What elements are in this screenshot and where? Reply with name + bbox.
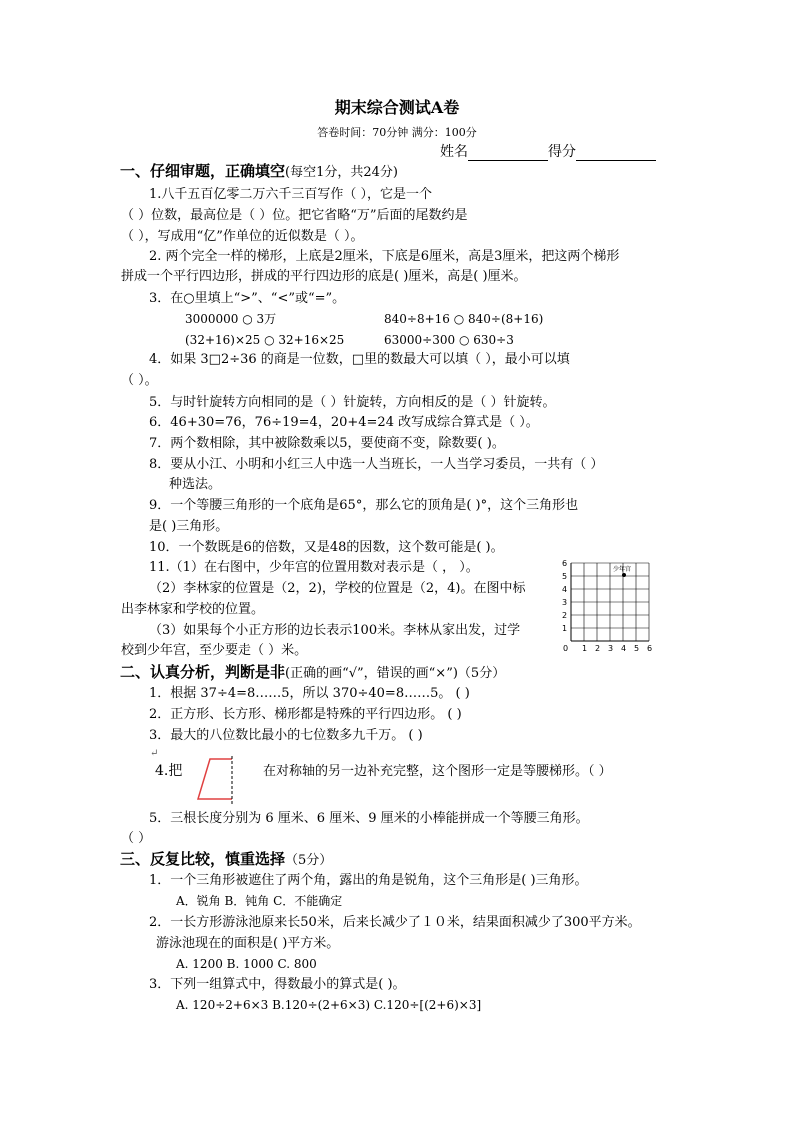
half-trapezoid-figure [196,756,242,804]
youth-palace-point [622,573,626,577]
q1-line2: （ ）位数，最高位是（ ）位。把它省略“万”后面的尾数约是 [121,208,468,223]
q1-line3: （ ），写成用“亿”作单位的近似数是（ ）。 [121,229,364,244]
judge-q3: 3．最大的八位数比最小的七位数多九千万。 ( ) [149,728,423,743]
q11-line5: 校到少年宫，至少要走（ ）米。 [121,643,308,658]
coordinate-grid [561,560,661,652]
q9-line1: 9．一个等腰三角形的一个底角是65°，那么它的顶角是( )°，这个三角形也 [149,498,579,513]
exam-info: 答卷时间：70分钟 满分：100分 [317,126,477,139]
section3-heading [120,851,332,869]
q11-line1: 11.（1）在右图中，少年宫的位置用数对表示是（ ， ）。 [149,560,479,575]
name-label: 姓名 [440,144,468,160]
section1-heading [120,163,398,181]
half-trapezoid-shape [198,759,232,799]
grid-y-ticks [562,560,567,633]
grid-x-tick: 5 [634,644,640,652]
grid-x-tick: 6 [647,644,653,652]
grid-y-tick: 5 [562,572,568,581]
judge-q5-line2: （ ） [121,831,152,846]
q9-line2: 是( )三角形。 [149,519,229,534]
choice-q3-options: A. 120÷2+6×3 B.120÷(2+6×3) C.120÷[(2+6)×3] [176,998,482,1012]
judge-q2: 2．正方形、长方形、梯形都是特殊的平行四边形。 ( ) [149,707,462,722]
q4-line2: （ ）。 [121,373,158,388]
section1-title: 一、仔细审题，正确填空 [120,162,286,180]
grid-y-tick: 4 [562,585,568,594]
page-title: 期末综合测试A卷 [334,98,460,117]
judge-q1: 1．根据 37÷4=8……5，所以 370÷40=8……5。 ( ) [149,686,470,701]
section2-heading [120,664,505,682]
score-label: 得分 [548,144,576,160]
grid-y-tick: 2 [562,611,568,620]
q2-line1: 2. 两个完全一样的梯形，上底是2厘米，下底是6厘米，高是3厘米，把这两个梯形 [149,249,620,264]
section2-title: 二、认真分析，判断是非 [120,663,286,681]
section1-note: (每空1分，共24分) [285,165,398,180]
choice-q1: 1．一个三角形被遮住了两个角，露出的角是锐角，这个三角形是( )三角形。 [149,873,588,888]
choice-q2-line1: 2．一长方形游泳池原来长50米，后来长减少了１０米，结果面积减少了300平方米。 [149,915,641,930]
q3-row2-left: (32+16)×25 ○ 32+16×25 [185,333,345,347]
choice-q2-options: A. 1200 B. 1000 C. 800 [176,957,317,971]
grid-y-tick: 3 [562,598,568,607]
grid-lines [571,563,649,641]
q8-line2: 种选法。 [169,477,222,492]
q2-line2: 拼成一个平行四边形，拼成的平行四边形的底是( )厘米，高是( )厘米。 [121,269,527,284]
section3-note: （5分） [285,853,333,868]
grid-y-tick: 6 [562,560,568,568]
grid-x-tick: 0 [563,644,569,652]
grid-x-tick: 4 [621,644,627,652]
score-blank[interactable] [576,147,656,161]
q11-line4: （3）如果每个小正方形的边长表示100米。李林从家出发，过学 [149,623,521,638]
q4-line1: 4．如果 3□2÷36 的商是一位数，□里的数最大可以填（ ），最小可以填 [149,352,570,367]
q1-line1: 1.八千五百亿零二万六千三百写作（ ），它是一个 [149,187,433,202]
q8-line1: 8．要从小江、小明和小红三人中选一人当班长，一人当学习委员，一共有（ ） [149,457,604,472]
judge-q4-text: 在对称轴的另一边补充完整，这个图形一定是等腰梯形。（ ） [263,764,612,779]
choice-q1-options: A．锐角 B．钝角 C．不能确定 [176,894,343,908]
judge-q4-prefix: 4.把 [155,763,183,779]
q3-row1-right: 840÷8+16 ○ 840÷(8+16) [384,312,544,326]
q10-line: 10．一个数既是6的倍数，又是48的因数，这个数可能是( )。 [149,540,504,555]
q3-row1-left: 3000000 ○ 3万 [185,312,277,326]
grid-point-label: 少年宫 [613,566,632,573]
q6-line: 6．46+30=76，76÷19=4，20+4=24 改写成综合算式是（ ）。 [149,415,539,430]
q7-line: 7．两个数相除，其中被除数乘以5，要使商不变，除数要( )。 [149,436,505,451]
q5-line: 5．与时针旋转方向相同的是（ ）针旋转，方向相反的是（ ）针旋转。 [149,395,556,410]
q11-line2: （2）李林家的位置是（2，2)，学校的位置是（2，4)。在图中标 [149,581,526,596]
grid-y-tick: 1 [562,624,568,633]
section3-title: 三、反复比较，慎重选择 [120,850,286,868]
judge-q5-line1: 5．三根长度分别为 6 厘米、6 厘米、9 厘米的小棒能拼成一个等腰三角形。 [149,811,589,826]
q3-line: 3．在○里填上“>”、“<”或“=”。 [149,291,346,306]
grid-x-ticks [563,644,652,652]
grid-x-tick: 2 [595,644,601,652]
name-score-line [440,144,656,161]
q11-line3: 出李林家和学校的位置。 [121,602,265,617]
grid-x-tick: 1 [582,644,588,652]
choice-q3: 3．下列一组算式中，得数最小的算式是( )。 [149,977,406,992]
paragraph-mark: ↵ [150,748,159,759]
grid-x-tick: 3 [608,644,614,652]
section2-note: (正确的画“√”，错误的画“×”)（5分） [285,666,506,681]
q3-row2-right: 63000÷300 ○ 630÷3 [384,333,514,347]
choice-q2-line2: 游泳池现在的面积是( )平方米。 [156,936,340,951]
name-blank[interactable] [468,147,548,161]
